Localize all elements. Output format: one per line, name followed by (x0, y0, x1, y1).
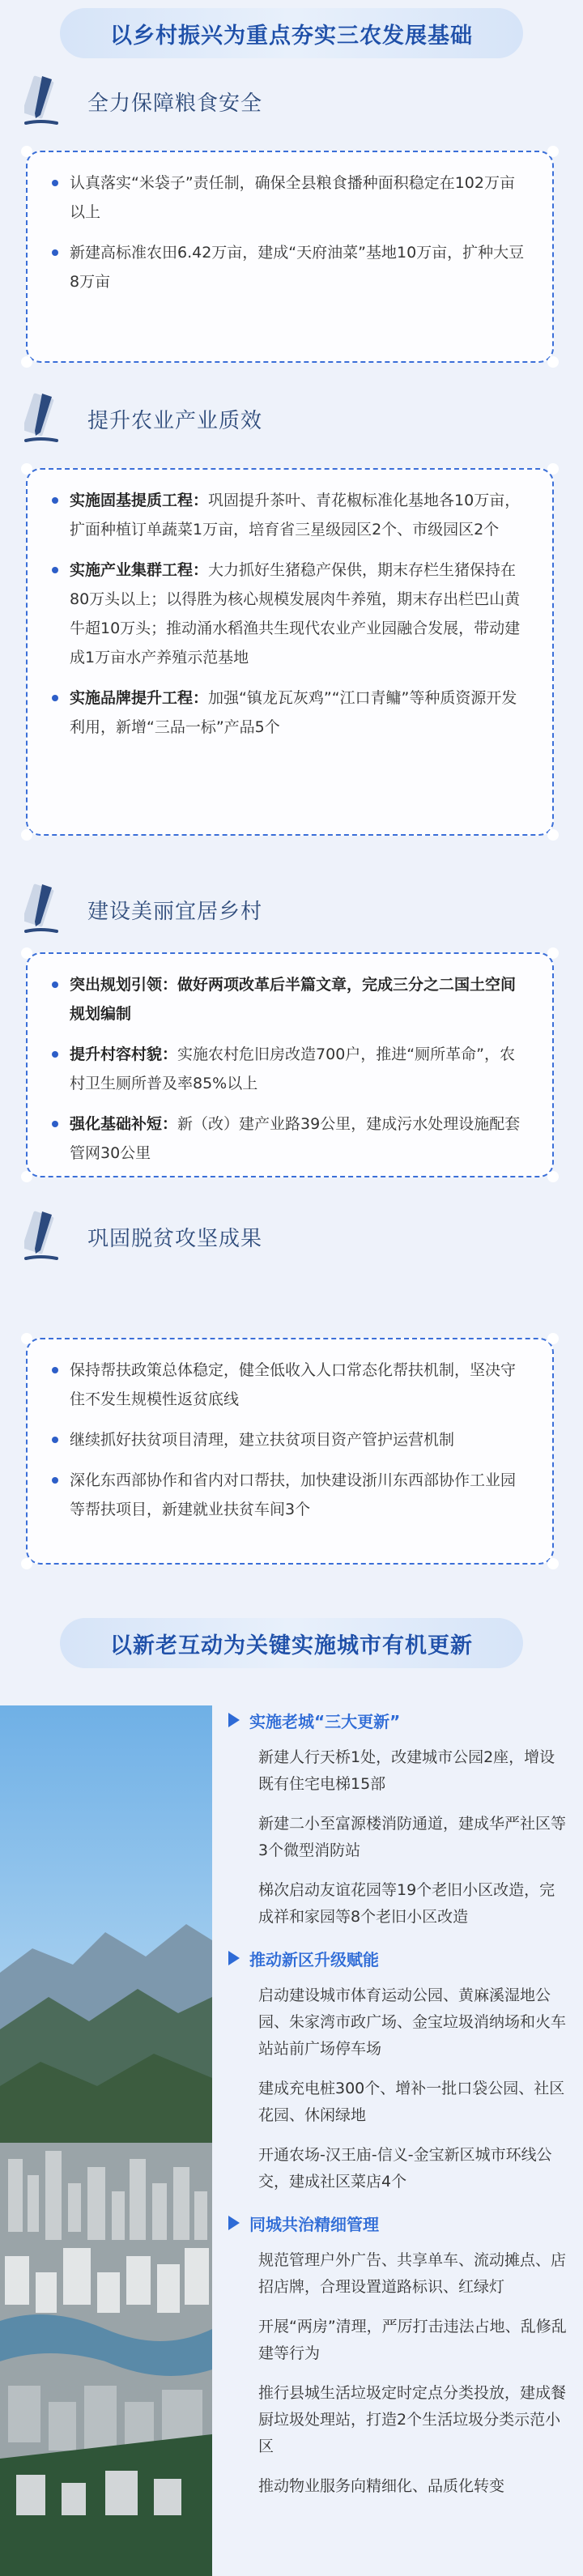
section-title: 巩固脱贫攻坚成果 (87, 1226, 263, 1251)
urban-content (228, 1705, 568, 2513)
pen-icon (24, 390, 70, 447)
list-item: 继续抓好扶贫项目清理，建立扶贫项目资产管护运营机制 (52, 1425, 528, 1454)
banner-rural: 以乡村振兴为重点夯实三农发展基础 (60, 8, 523, 58)
list-item: 认真落实“米袋子”责任制，确保全县粮食播种面积稳定在102万亩以上 (52, 168, 528, 227)
urban-subtitle: 同城共治精细管理 (249, 2214, 379, 2234)
list-item: 实施品牌提升工程：加强“镇龙瓦灰鸡”“江口青鳙”等种质资源开发利用，新增“三品一标”产品5个 (52, 683, 528, 742)
list-item: 深化东西部协作和省内对口帮扶，加快建设浙川东西部协作工业园等帮扶项目，新建就业扶贫车间3个 (52, 1466, 528, 1524)
card-industry (26, 468, 554, 836)
urban-paragraph: 推动物业服务向精细化、品质化转变 (258, 2477, 505, 2495)
urban-group (228, 2208, 568, 2500)
list-item: 实施固基提质工程：巩固提升茶叶、青花椒标准化基地各10万亩，扩面种植订单蔬菜1万亩，培育省三星级园区2个、市级园区2个 (52, 486, 528, 544)
banner-urban: 以新老互动为关键实施城市有机更新 (60, 1618, 523, 1668)
urban-paragraph: 梯次启动友谊花园等19个老旧小区改造，完成祥和家园等8个老旧小区改造 (258, 1881, 555, 1926)
urban-section (0, 1683, 583, 2576)
card-poverty (26, 1338, 554, 1565)
pen-icon (24, 73, 70, 130)
triangle-icon (228, 1951, 240, 1965)
city-photo-illustration (0, 1705, 212, 2576)
urban-paragraph: 规范管理户外广告、共享单车、流动摊点、店招店牌，合理设置道路标识、红绿灯 (258, 2251, 567, 2296)
list-item: 提升村容村貌：实施农村危旧房改造700户，推进“厕所革命”，农村卫生厕所普及率85%以上 (52, 1040, 528, 1098)
triangle-icon (228, 1713, 240, 1727)
urban-paragraph: 推行县城生活垃圾定时定点分类投放，建成餐厨垃圾处理站，打造2个生活垃圾分类示范小区 (258, 2384, 567, 2455)
urban-group (228, 1705, 568, 1931)
card-grain (26, 151, 554, 363)
section-header-poverty (24, 1208, 262, 1265)
section-header-village (24, 881, 262, 938)
pen-icon (24, 1208, 70, 1265)
urban-subtitle: 实施老城“三大更新” (249, 1711, 401, 1731)
section-header-industry (24, 390, 262, 447)
urban-paragraph: 建成充电桩300个、增补一批口袋公园、社区花园、休闲绿地 (258, 2080, 565, 2124)
urban-paragraph: 开展“两房”清理，严厉打击违法占地、乱修乱建等行为 (258, 2318, 567, 2362)
urban-paragraph: 新建人行天桥1处，改建城市公园2座，增设既有住宅电梯15部 (258, 1748, 555, 1793)
list-item: 保持帮扶政策总体稳定，健全低收入人口常态化帮扶机制，坚决守住不发生规模性返贫底线 (52, 1356, 528, 1414)
urban-subheader (228, 1705, 568, 1735)
card-village (26, 952, 554, 1177)
list-item: 新建高标准农田6.42万亩，建成“天府油菜”基地10万亩，扩种大豆8万亩 (52, 238, 528, 296)
list-item: 强化基础补短：新（改）建产业路39公里，建成污水处理设施配套管网30公里 (52, 1109, 528, 1168)
triangle-icon (228, 2216, 240, 2230)
urban-subheader (228, 2208, 568, 2238)
urban-subtitle: 推动新区升级赋能 (249, 1949, 379, 1969)
section-title: 提升农业产业质效 (87, 408, 263, 433)
urban-paragraph: 新建二小至富源楼消防通道，建成华严社区等3个微型消防站 (258, 1815, 567, 1859)
section-header-grain (24, 73, 262, 130)
urban-subheader (228, 1944, 568, 1973)
urban-group (228, 1944, 568, 2195)
city-photo (0, 1705, 212, 2576)
urban-paragraph: 启动建设城市体育运动公园、黄麻溪湿地公园、朱家湾市政广场、金宝垃圾消纳场和火车站站前广场停车场 (258, 1986, 567, 2058)
section-title: 建设美丽宜居乡村 (87, 899, 263, 924)
list-item: 实施产业集群工程：大力抓好生猪稳产保供，期末存栏生猪保持在80万头以上；以得胜为核心规模发展肉牛养殖，期末存出栏巴山黄牛超10万头；推动涌水稻渔共生现代农业产业园融合发展，带动建成1万亩水产养殖示范基地 (52, 556, 528, 672)
list-item: 突出规划引领：做好两项改革后半篇文章，完成三分之二国土空间规划编制 (52, 970, 528, 1028)
pen-icon (24, 881, 70, 938)
urban-paragraph: 开通农场-汉王庙-信义-金宝新区城市环线公交，建成社区菜店4个 (258, 2146, 552, 2191)
section-title: 全力保障粮食安全 (87, 91, 263, 116)
